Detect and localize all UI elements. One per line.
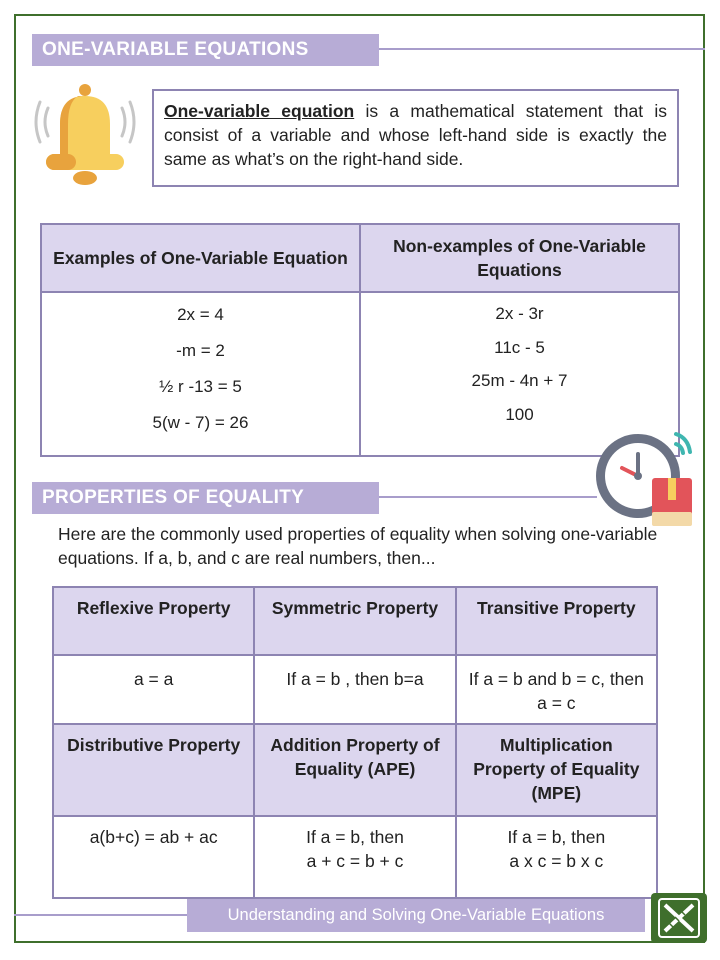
property-value — [254, 816, 455, 898]
section-divider — [379, 48, 705, 50]
pencil-ruler-icon — [651, 893, 707, 943]
property-value — [456, 816, 657, 898]
example-item: 2x = 4 — [177, 305, 224, 324]
definition-box — [152, 89, 679, 187]
examples-header: Examples of One-Variable Equation — [41, 224, 360, 292]
example-item: 5(w - 7) = 26 — [152, 413, 249, 432]
properties-intro: Here are the commonly used properties of equality when solving one-variable equations. If a, b, and c are real numbers, then... — [58, 524, 658, 568]
definition-text: is a mathematical statement that is consist of a variable and whose left-hand side is exactly the same as what’s on the right-hand side. — [164, 101, 667, 169]
property-value-line: a x c = b x c — [509, 851, 604, 871]
property-value-line: If a = b, then — [507, 827, 606, 847]
property-header: Symmetric Property — [254, 587, 455, 655]
section-title-properties — [32, 482, 379, 514]
property-value: a = a — [53, 655, 254, 724]
section-title-text: ONE-VARIABLE EQUATIONS — [42, 39, 309, 60]
non-example-item: 2x - 3r — [495, 304, 544, 323]
bell-icon — [34, 80, 138, 188]
book-icon — [652, 478, 692, 526]
examples-cell — [41, 292, 360, 456]
property-header: Multiplication Property of Equality (MPE) — [456, 724, 657, 816]
section-title-text: PROPERTIES OF EQUALITY — [42, 487, 305, 508]
property-value — [53, 816, 254, 898]
logo — [651, 893, 707, 943]
non-example-item: 25m - 4n + 7 — [471, 371, 568, 390]
property-header: Distributive Property — [53, 724, 254, 816]
properties-table — [52, 586, 658, 899]
footer-title: Understanding and Solving One-Variable Equations — [187, 899, 645, 932]
property-header: Transitive Property — [456, 587, 657, 655]
example-item: -m = 2 — [176, 341, 225, 360]
non-example-item: 11c - 5 — [494, 337, 545, 357]
non-examples-header: Non-examples of One-Variable Equations — [360, 224, 679, 292]
property-value-line: a(b+c) = ab + ac — [89, 827, 218, 847]
property-header: Addition Property of Equality (APE) — [254, 724, 455, 816]
clock-icon — [592, 430, 702, 530]
property-value-line: If a = b, then — [306, 827, 404, 847]
property-header: Reflexive Property — [53, 587, 254, 655]
non-example-item: 100 — [505, 404, 534, 424]
property-value: If a = b , then b=a — [254, 655, 455, 724]
property-value-line: a + c = b + c — [306, 851, 404, 871]
section-divider — [379, 496, 597, 498]
examples-table — [40, 223, 680, 457]
example-item: ½ r -13 = 5 — [159, 377, 242, 396]
section-title-one-variable — [32, 34, 379, 66]
property-value: If a = b and b = c, then a = c — [456, 655, 657, 724]
definition-term: One-variable equation — [164, 101, 355, 121]
footer-divider — [14, 914, 189, 916]
